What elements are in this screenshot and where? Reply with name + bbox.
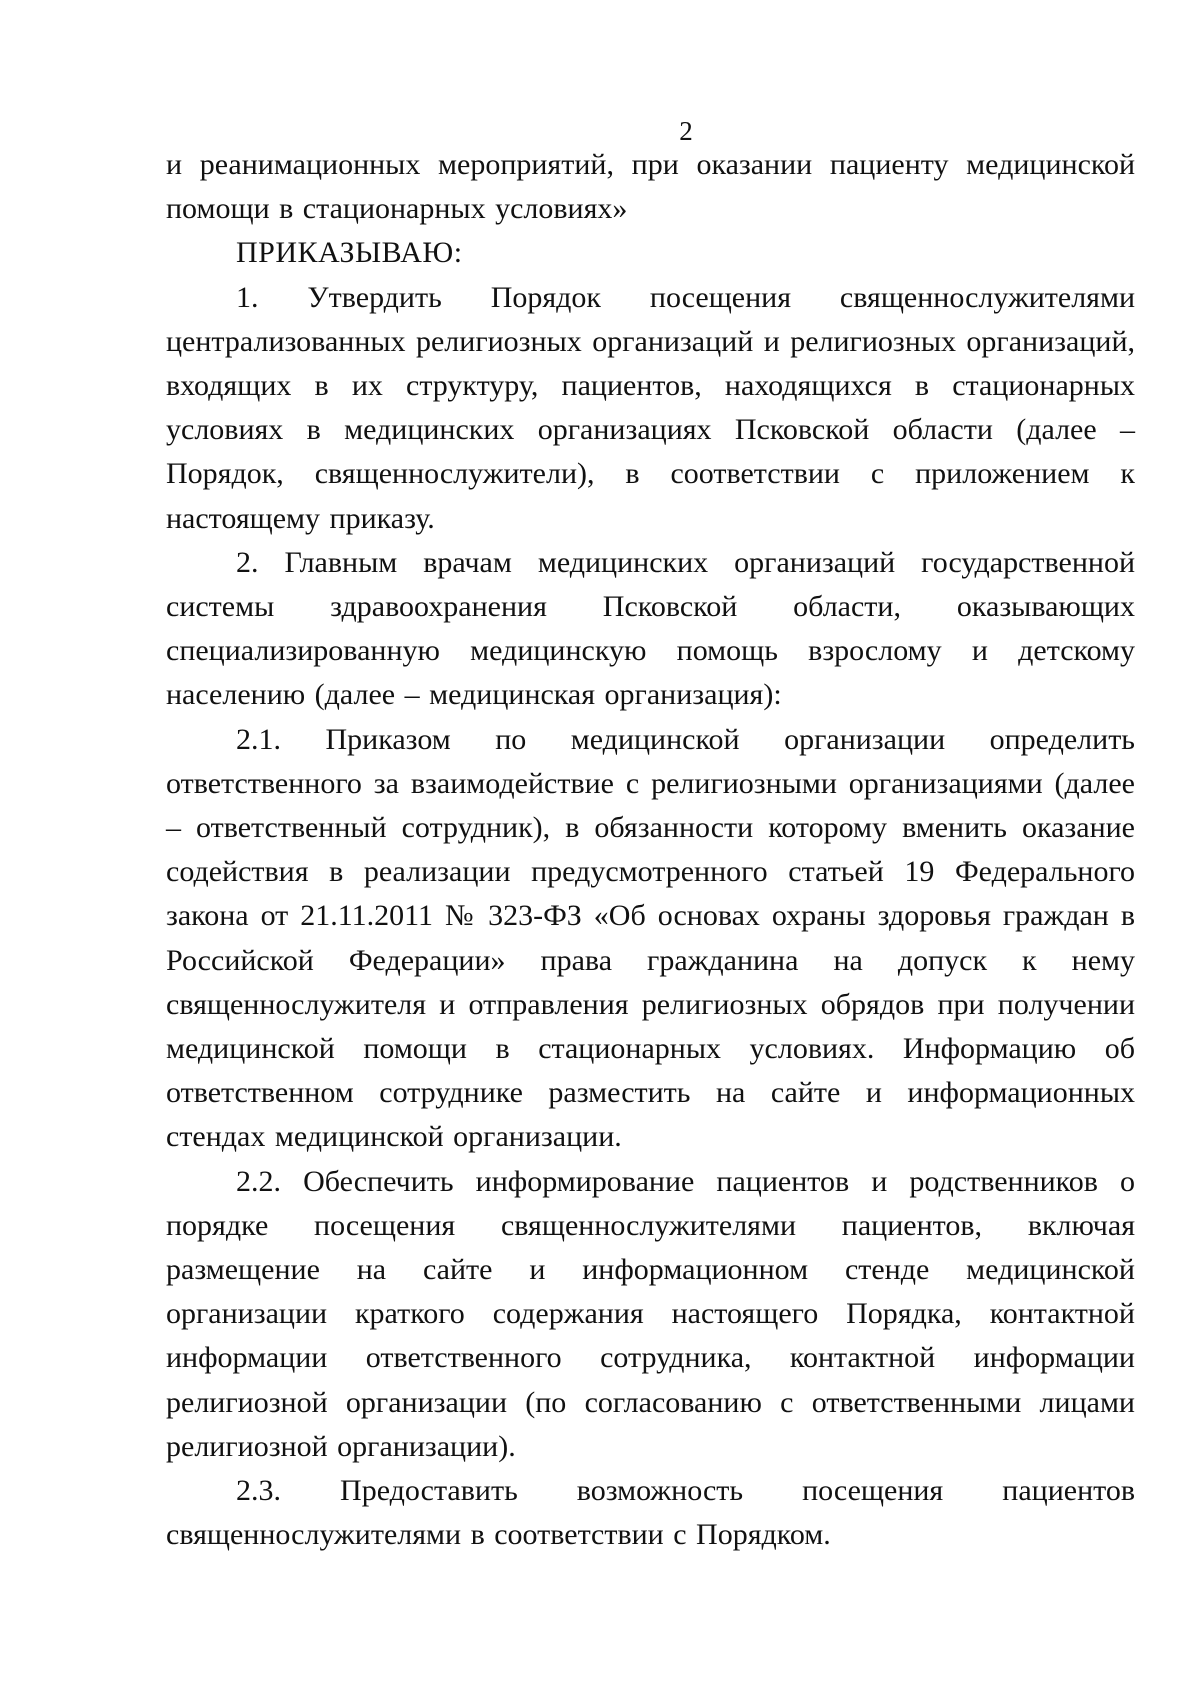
item-2-3-paragraph: 2.3. Предоставить возможность посещения пациентов священнослужителями в соответствии с Порядком. — [166, 1474, 1135, 1552]
order-heading: ПРИКАЗЫВАЮ: — [236, 236, 463, 270]
item-1-paragraph: 1. Утвердить Порядок посещения священнослужителями централизованных религиозных организаций и религиозных организаций, входящих в их структуру, пациентов, находящихся в стационарных условиях в медицинских организациях Псковской области (далее – Порядок, священнослужители), в соответствии с приложением к настоящему приказу. — [166, 280, 1135, 535]
document-body — [166, 143, 1135, 1558]
item-2-2-paragraph: 2.2. Обеспечить информирование пациентов и родственников о порядке посещения священнослужителями пациентов, включая размещение на сайте и информационном стенде медицинской организации краткого содержания настоящего Порядка, контактной информации ответственного сотрудника, контактной информации религиозной организации (по согласованию с ответственными лицами религиозной организации). — [166, 1164, 1135, 1463]
item-2-1-paragraph: 2.1. Приказом по медицинской организации определить ответственного за взаимодействие с религиозными организациями (далее – ответственный сотрудник), в обязанности которому вменить оказание содействия в реализации предусмотренного статьей 19 Федерального закона от 21.11.2011 № 323-ФЗ «Об основах охраны здоровья граждан в Российской Федерации» права гражданина на допуск к нему священнослужителя и отправления религиозных обрядов при получении медицинской помощи в стационарных условиях. Информацию об ответственном сотруднике разместить на сайте и информационных стендах медицинской организации. — [166, 722, 1135, 1154]
page-number: 2 — [679, 116, 693, 146]
item-2-paragraph: 2. Главным врачам медицинских организаций государственной системы здравоохранения Псковской области, оказывающих специализированную медицинскую помощь взрослому и детскому населению (далее – медицинская организация): — [166, 545, 1135, 712]
intro-paragraph: и реанимационных мероприятий, при оказании пациенту медицинской помощи в стационарных условиях» — [166, 148, 1135, 226]
